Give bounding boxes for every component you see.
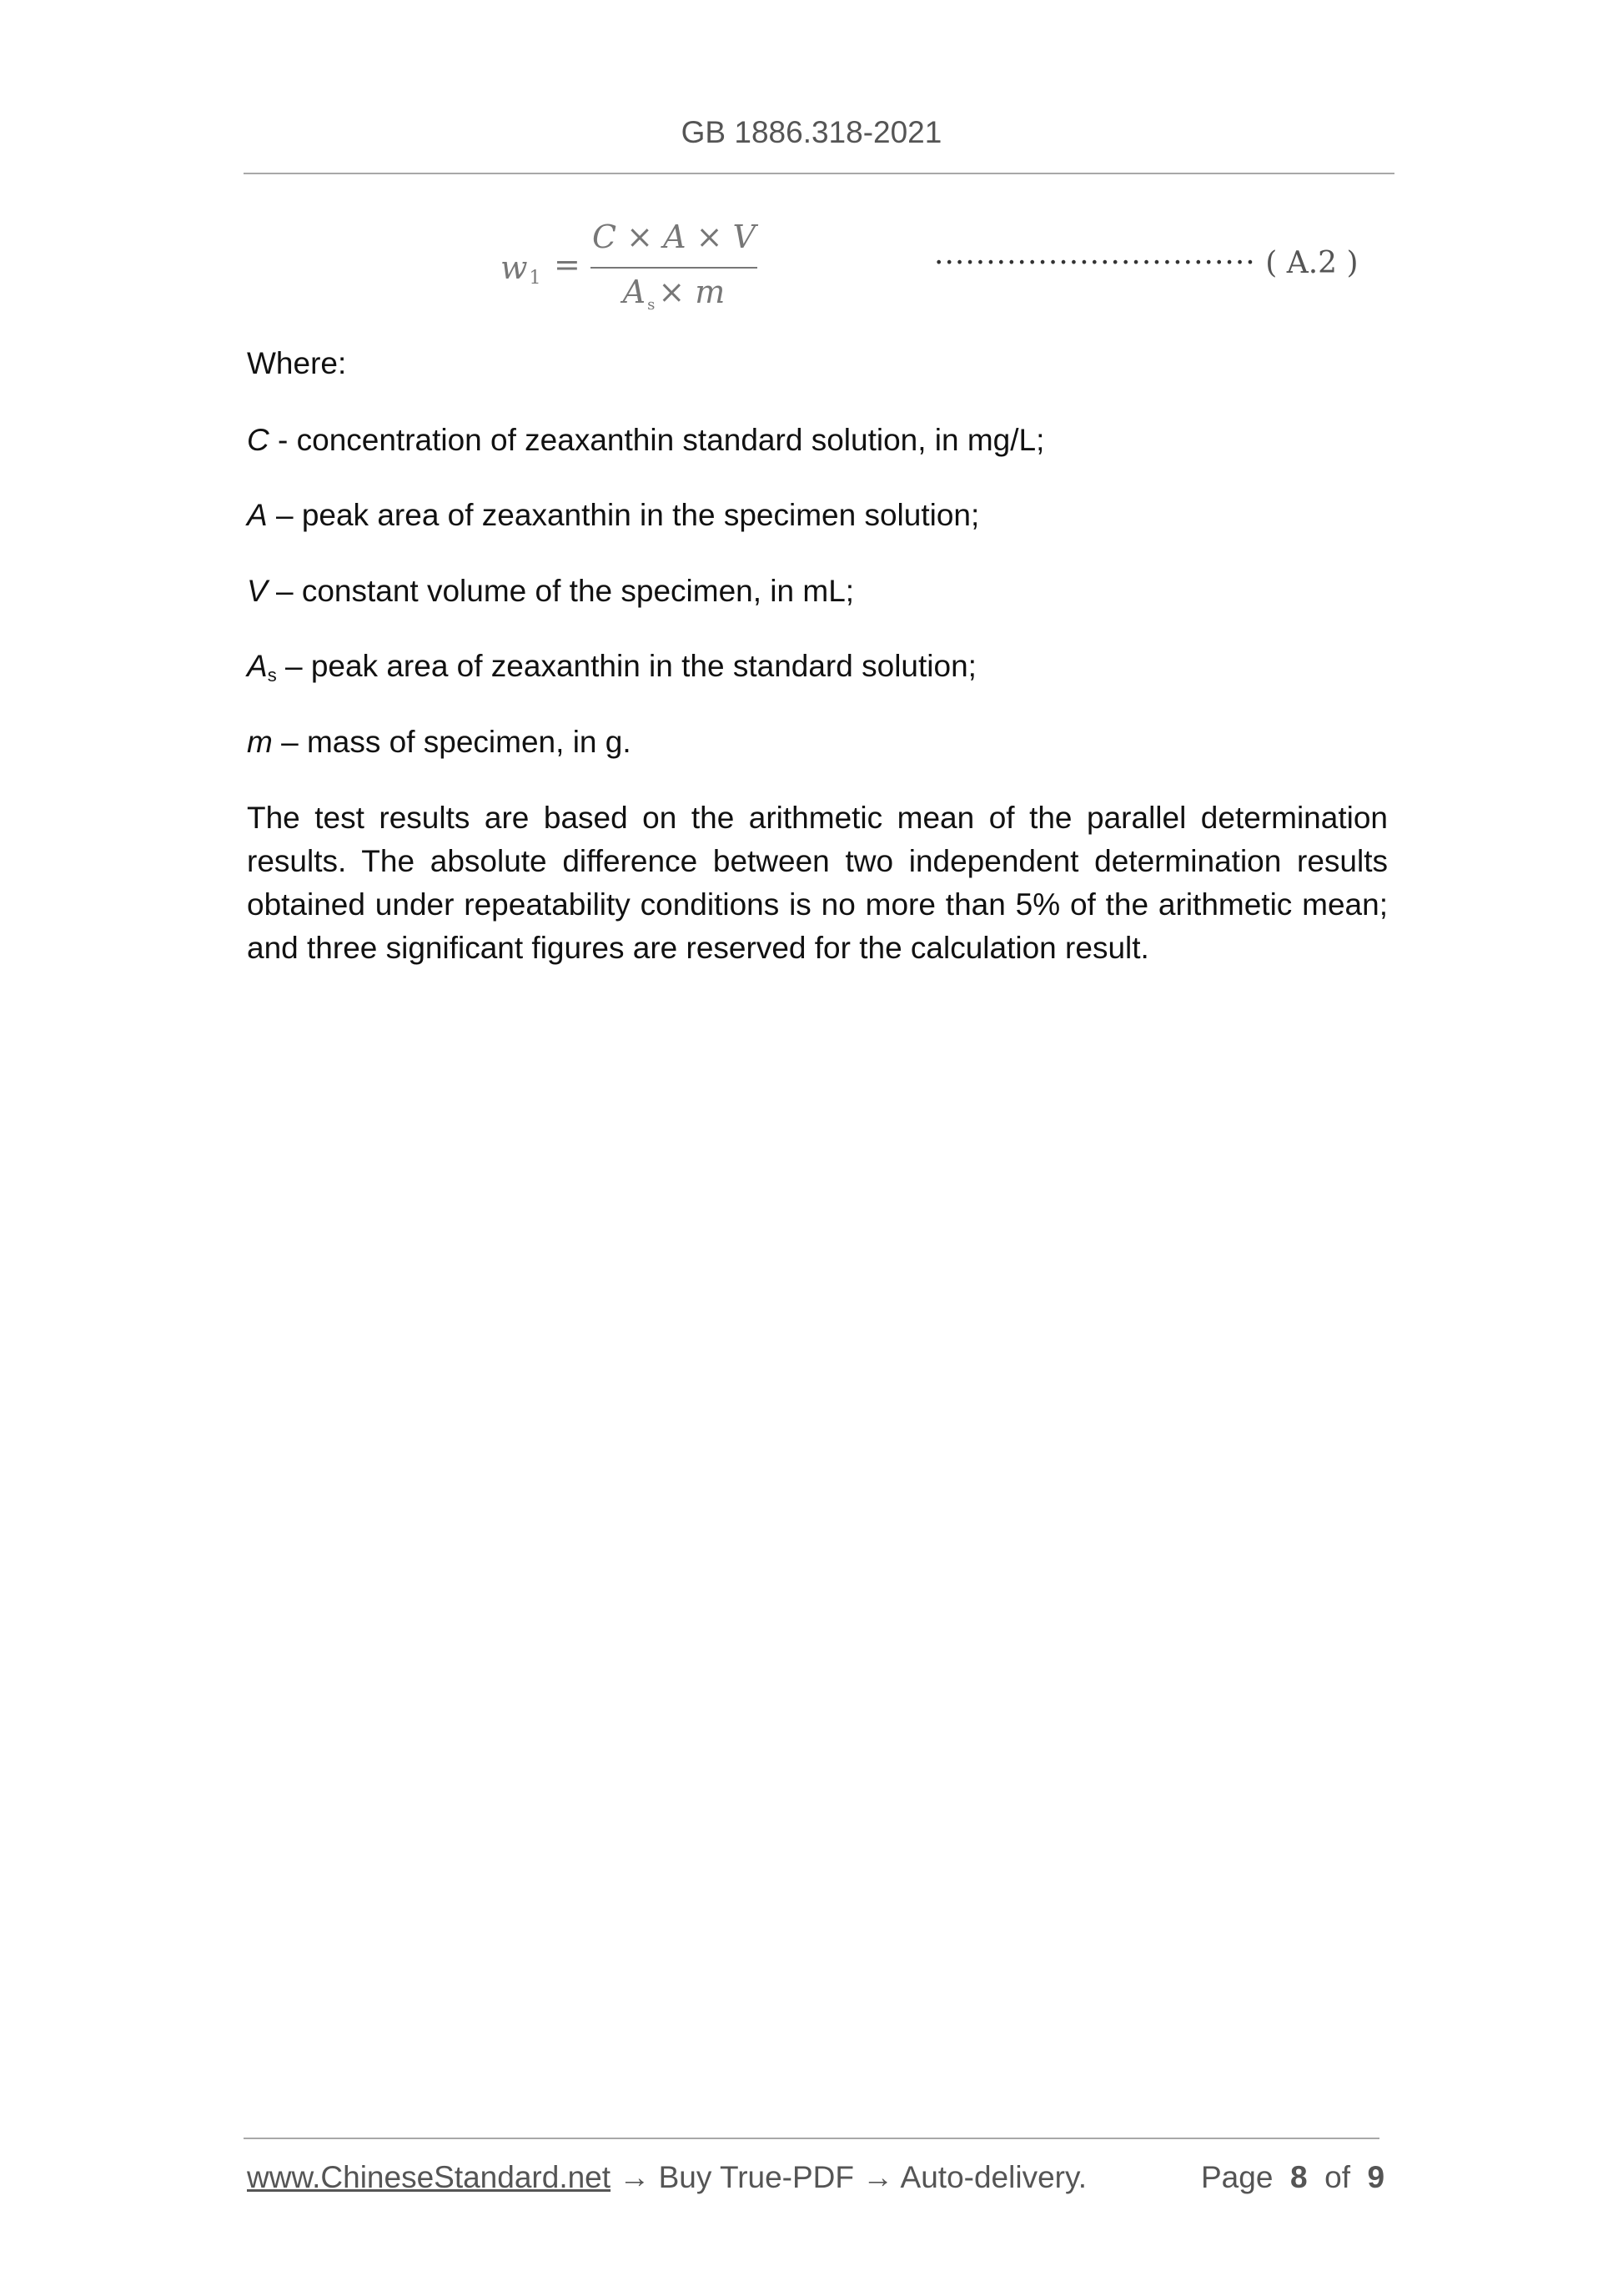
formula-lhs-sub: 1 <box>529 268 541 289</box>
equation-number <box>934 246 1359 280</box>
definition-v <box>247 570 1388 613</box>
definition-as <box>247 645 1388 692</box>
def-var: m <box>247 725 273 759</box>
equation-number-label: ( A.2 ) <box>1265 246 1359 280</box>
def-var: A <box>247 498 268 532</box>
page-number: 8 <box>1289 2160 1308 2194</box>
delivery-text: Auto-delivery. <box>900 2160 1088 2194</box>
definition-m <box>247 721 1388 764</box>
def-text: – peak area of zeaxanthin in the specimen solution; <box>267 498 980 532</box>
of-label: of <box>1324 2160 1350 2194</box>
footer-divider <box>244 2138 1379 2139</box>
formula-lhs <box>500 249 541 289</box>
definition-a <box>247 494 1388 537</box>
def-text: – peak area of zeaxanthin in the standard solution; <box>276 649 977 683</box>
total-pages: 9 <box>1367 2160 1385 2194</box>
page-label: Page <box>1201 2160 1274 2194</box>
formula-den-rest: × m <box>658 274 726 310</box>
formula-equals: = <box>554 246 580 283</box>
formula-den-sub: s <box>647 296 656 314</box>
def-var: C <box>247 423 269 457</box>
equation-leader-dots: ······························· <box>934 246 1256 280</box>
def-var: A <box>247 649 268 683</box>
def-var: V <box>247 574 268 608</box>
formula-denominator <box>590 274 757 314</box>
formula-lhs-var: w <box>500 249 528 286</box>
results-paragraph: The test results are based on the arithmetic mean of the parallel determination results. The absolute difference between two independent determination results obtained under repeatability conditions is no more than 5% of the arithmetic mean; and three significant figures are reserved for the calculation result. <box>247 801 1388 965</box>
where-label: Where: <box>247 346 347 380</box>
arrow-icon: → <box>854 2160 901 2194</box>
definition-c <box>247 419 1388 462</box>
formula-numerator: C × A × V <box>592 219 756 255</box>
buy-text: Buy True-PDF <box>658 2160 855 2194</box>
document-header: GB 1886.318-2021 <box>681 115 942 149</box>
arrow-icon: → <box>611 2160 659 2194</box>
formula-den-a: A <box>622 274 646 310</box>
def-text: – constant volume of the specimen, in mL; <box>267 574 855 608</box>
formula-fraction-bar <box>590 267 757 269</box>
page-indicator <box>1201 2160 1384 2195</box>
website-link[interactable]: www.ChineseStandard.net <box>247 2160 611 2194</box>
def-text: - concentration of zeaxanthin standard solution, in mg/L; <box>269 423 1045 457</box>
footer-promo <box>247 2160 1087 2195</box>
def-sub: s <box>267 665 277 686</box>
header-divider <box>244 173 1394 174</box>
def-text: – mass of specimen, in g. <box>272 725 631 759</box>
